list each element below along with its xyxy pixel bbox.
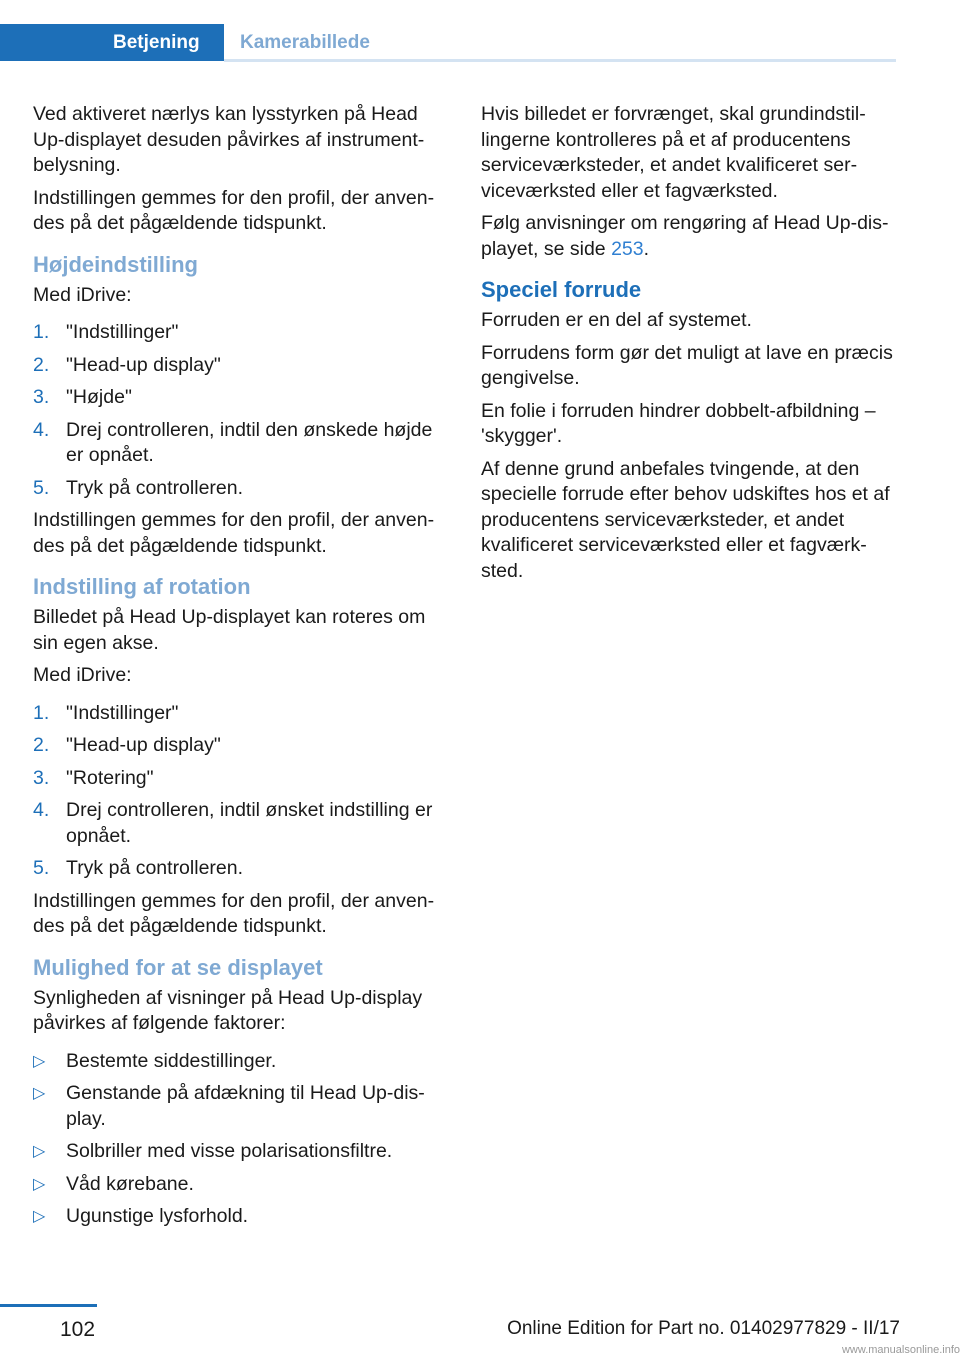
step-text: Tryk på controlleren. bbox=[66, 476, 244, 499]
page-header bbox=[0, 0, 960, 62]
step-text: "Rotering" bbox=[66, 766, 154, 789]
step-text: "Indstillinger" bbox=[66, 701, 179, 724]
paragraph-text: Følg anvisninger om rengøring af Head Up-displayet, se side bbox=[481, 212, 889, 260]
section-heading-mulighed: Mulighed for at se displayet bbox=[33, 954, 323, 980]
step-number: 5. bbox=[33, 857, 50, 879]
bullet-text: Bestemte siddestillinger. bbox=[66, 1049, 277, 1072]
step-text: Drej controlleren, indtil ønsket indstilling er opnået. bbox=[66, 799, 433, 847]
section-heading-speciel-forrude: Speciel forrude bbox=[481, 277, 642, 302]
list-item bbox=[33, 385, 453, 411]
paragraph-text: . bbox=[643, 237, 650, 260]
list-item bbox=[33, 1204, 453, 1230]
triangle-right-outline-icon: ▷ bbox=[33, 1052, 46, 1070]
paragraph: En folie i forruden hindrer dobbelt-afbildning – 'skygger'. bbox=[481, 399, 876, 447]
bullet-text: Ugunstige lysforhold. bbox=[66, 1205, 249, 1227]
paragraph: Forrudens form gør det muligt at lave en præcis gengivelse. bbox=[481, 341, 893, 389]
step-text: "Head-up display" bbox=[66, 353, 221, 376]
list-item bbox=[33, 733, 453, 759]
list-item bbox=[33, 701, 453, 727]
section-heading-rotation: Indstilling af rotation bbox=[33, 574, 251, 599]
step-number: 4. bbox=[33, 418, 50, 441]
paragraph: Forruden er en del af systemet. bbox=[481, 309, 752, 331]
bullet-text: Solbriller med visse polarisationsfiltre. bbox=[66, 1140, 393, 1162]
steps-list-rotation bbox=[33, 701, 453, 882]
steps-list-hoejde bbox=[33, 320, 453, 501]
step-number: 2. bbox=[33, 353, 50, 376]
step-number: 4. bbox=[33, 799, 50, 821]
step-number: 2. bbox=[33, 734, 50, 756]
paragraph: Ved aktiveret nærlys kan lysstyrken på Head Up-displayet desuden påvirkes af instrumentbelysning. bbox=[33, 103, 425, 176]
step-number: 3. bbox=[33, 386, 50, 408]
footer-edition-text: Online Edition for Part no. 01402977829 - II/17 bbox=[507, 1318, 900, 1339]
triangle-right-outline-icon: ▷ bbox=[33, 1143, 46, 1160]
list-item bbox=[33, 1139, 453, 1165]
triangle-right-outline-icon: ▷ bbox=[33, 1175, 46, 1193]
left-column bbox=[33, 102, 453, 1237]
right-column bbox=[481, 102, 901, 591]
tab-kamerabillede[interactable]: Kamerabillede bbox=[240, 32, 370, 53]
step-number: 1. bbox=[33, 321, 50, 343]
paragraph: Synligheden af visninger på Head Up-display påvirkes af følgende faktorer: bbox=[33, 986, 423, 1034]
paragraph: Af denne grund anbefales tvingende, at den specielle forrude efter behov udskiftes hos et af producentens serviceværksteder, et andet kvalificeret serviceværksted eller et fagværksted. bbox=[481, 457, 890, 582]
list-item bbox=[33, 353, 453, 379]
list-item bbox=[33, 1049, 453, 1075]
step-text: "Indstillinger" bbox=[66, 321, 179, 343]
bullet-text: Våd kørebane. bbox=[66, 1172, 194, 1195]
list-item bbox=[33, 856, 453, 882]
step-text: Drej controlleren, indtil den ønskede højde er opnået. bbox=[66, 418, 433, 466]
list-item bbox=[33, 1081, 453, 1132]
step-text: Tryk på controlleren. bbox=[66, 857, 244, 879]
step-text: "Højde" bbox=[66, 386, 132, 408]
footer-accent-line bbox=[0, 1304, 97, 1307]
paragraph: Indstillingen gemmes for den profil, der anvendes på det pågældende tidspunkt. bbox=[33, 889, 435, 937]
paragraph: Billedet på Head Up-displayet kan roteres om sin egen akse. bbox=[33, 606, 426, 654]
list-item bbox=[33, 798, 453, 849]
paragraph: Med iDrive: bbox=[33, 283, 132, 306]
header-divider bbox=[224, 59, 896, 62]
triangle-right-outline-icon: ▷ bbox=[33, 1085, 46, 1102]
paragraph-with-link bbox=[481, 211, 901, 262]
list-item bbox=[33, 476, 453, 502]
triangle-right-outline-icon: ▷ bbox=[33, 1208, 46, 1225]
paragraph: Hvis billedet er forvrænget, skal grundindstillingerne kontrolleres på et af producentens serviceværksteder, et andet kvalificeret serviceværksted eller et fagværksted. bbox=[481, 103, 866, 202]
page-number: 102 bbox=[60, 1318, 96, 1341]
footer-watermark: www.manualsonline.info bbox=[841, 1344, 960, 1356]
section-heading-hoejdeindstilling: Højdeindstilling bbox=[33, 251, 198, 277]
list-item bbox=[33, 320, 453, 346]
step-text: "Head-up display" bbox=[66, 734, 221, 756]
paragraph: Med iDrive: bbox=[33, 664, 132, 686]
bullet-text: Genstande på afdækning til Head Up-display. bbox=[66, 1082, 425, 1130]
list-item bbox=[33, 766, 453, 792]
list-item bbox=[33, 1172, 453, 1198]
page-reference-link[interactable]: 253 bbox=[611, 237, 644, 260]
bullet-list-factors bbox=[33, 1049, 453, 1230]
paragraph: Indstillingen gemmes for den profil, der anvendes på det pågældende tidspunkt. bbox=[33, 509, 435, 557]
tab-betjening[interactable]: Betjening bbox=[0, 24, 224, 61]
step-number: 5. bbox=[33, 476, 50, 499]
paragraph: Indstillingen gemmes for den profil, der anvendes på det pågældende tidspunkt. bbox=[33, 186, 435, 234]
step-number: 1. bbox=[33, 701, 50, 724]
step-number: 3. bbox=[33, 766, 50, 789]
list-item bbox=[33, 418, 453, 469]
